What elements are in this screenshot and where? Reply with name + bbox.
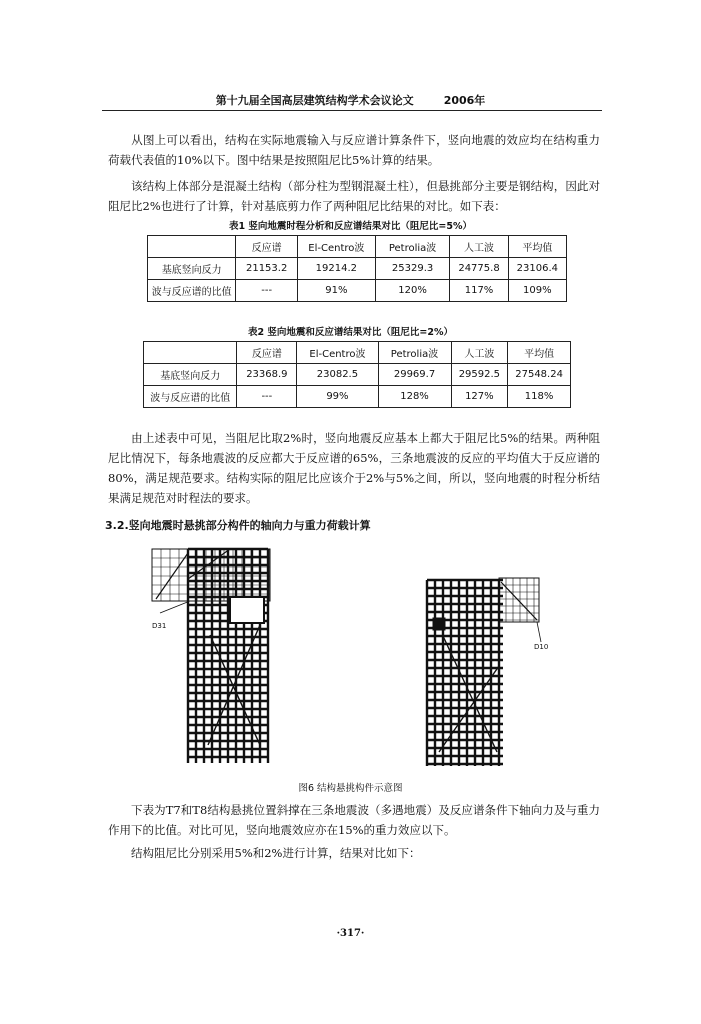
table-cell: 反应谱 [236, 236, 298, 258]
table-cell: --- [237, 386, 297, 408]
table-cell: El-Centro波 [297, 236, 375, 258]
table-cell: 波与反应谱的比值 [144, 386, 237, 408]
table-cell: --- [236, 280, 298, 302]
table-cell: 反应谱 [237, 342, 297, 364]
table-cell [144, 342, 237, 364]
table-cell: 29969.7 [378, 364, 451, 386]
table-cell: 117% [450, 280, 508, 302]
table-row [148, 280, 567, 302]
table-cell: 24775.8 [450, 258, 508, 280]
figure-left-structure [150, 545, 275, 767]
figure-label-right: D10 [534, 643, 549, 651]
table-row [144, 386, 571, 408]
table-cell: 人工波 [450, 236, 508, 258]
table-cell: 109% [508, 280, 566, 302]
section-title: 3.2.竖向地震时悬挑部分构件的轴向力与重力荷载计算 [105, 519, 371, 532]
table2-caption: 表2 竖向地震和反应谱结果对比（阻尼比=2%） [247, 327, 453, 338]
table-cell: Petrolia波 [375, 236, 450, 258]
table-cell: 人工波 [451, 342, 508, 364]
table-cell: 27548.24 [508, 364, 571, 386]
table-2 [143, 341, 571, 408]
table1-caption: 表1 竖向地震时程分析和反应谱结果对比（阻尼比=5%） [228, 221, 472, 232]
paragraph-2: 该结构上体部分是混凝土结构（部分柱为型钢混凝土柱），但悬挑部分主要是钢结构，因此对阻尼比2%也进行了计算，针对基底剪力作了两种阻尼比结果的对比。如下表： [108, 179, 600, 213]
figure-caption: 图6 结构悬挑构件示意图 [298, 783, 403, 794]
table-cell: 127% [451, 386, 508, 408]
table-1 [147, 235, 567, 302]
table-header-row [148, 236, 567, 258]
paragraph-1: 从图上可以看出，结构在实际地震输入与反应谱计算条件下，竖向地震的效应均在结构重力荷载代表值的10%以下。图中结果是按照阻尼比5%计算的结果。 [108, 133, 600, 167]
opening [230, 597, 264, 623]
table-cell: 波与反应谱的比值 [148, 280, 236, 302]
table-row [148, 258, 567, 280]
table-cell: 120% [375, 280, 450, 302]
table-cell: Petrolia波 [378, 342, 451, 364]
table-cell: 128% [378, 386, 451, 408]
table-cell: 99% [297, 386, 378, 408]
table-cell: 21153.2 [236, 258, 298, 280]
table-cell: 基底竖向反力 [148, 258, 236, 280]
table-cell: 23082.5 [297, 364, 378, 386]
brace [501, 582, 537, 620]
table-cell: 25329.3 [375, 258, 450, 280]
table-cell: 118% [508, 386, 571, 408]
figure-label-left: D31 [152, 622, 167, 630]
table-cell: 91% [297, 280, 375, 302]
paragraph-5: 结构阻尼比分别采用5%和2%进行计算，结果对比如下： [131, 846, 421, 860]
table-header-row [144, 342, 571, 364]
paragraph-3: 由上述表中可见，当阻尼比取2%时，竖向地震反应基本上都大于阻尼比5%的结果。两种阻尼比情况下，每条地震波的反应都大于反应谱的65%，三条地震波的反应的平均值大于反应谱的80%，满足规范要求。结构实际的阻尼比应该介于2%与5%之间，所以，竖向地震的时程分析结果满足规范对时程法的要求。 [108, 431, 600, 505]
header-title: 第十九届全国高层建筑结构学术会议论文 [215, 94, 414, 107]
label-leader [537, 622, 541, 642]
table-cell: 平均值 [508, 342, 571, 364]
table-cell: 23106.4 [508, 258, 566, 280]
table-cell: 平均值 [508, 236, 566, 258]
header-year: 2006年 [443, 94, 486, 107]
running-header [0, 92, 701, 108]
table-cell [148, 236, 236, 258]
table-cell: 29592.5 [451, 364, 508, 386]
table-cell: 基底竖向反力 [144, 364, 237, 386]
table-cell: 19214.2 [297, 258, 375, 280]
core-block [433, 618, 445, 630]
table-row [144, 364, 571, 386]
table-cell: 23368.9 [237, 364, 297, 386]
table-cell: El-Centro波 [297, 342, 378, 364]
page-number: ·317· [336, 928, 365, 939]
header-rule [102, 110, 602, 111]
figure-right-structure [425, 576, 543, 768]
label-leader [160, 601, 190, 613]
paragraph-4: 下表为T7和T8结构悬挑位置斜撑在三条地震波（多遇地震）及反应谱条件下轴向力及与重力作用下的比值。对比可见，竖向地震效应亦在15%的重力效应以下。 [108, 803, 600, 837]
